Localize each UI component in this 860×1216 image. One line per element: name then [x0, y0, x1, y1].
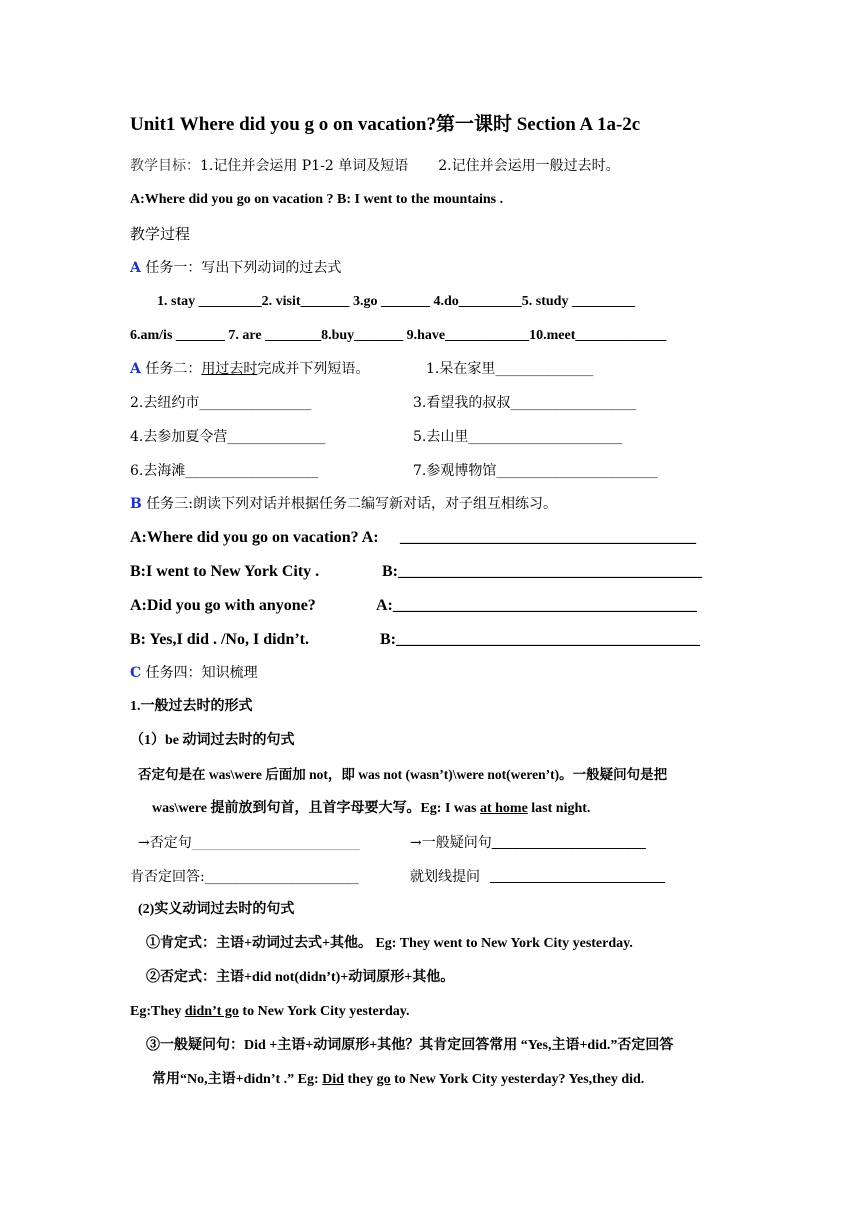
task2-heading-post: 完成并下列短语。 — [257, 361, 370, 377]
task2-item-3: 3.看望我的叔叔__________________ — [413, 395, 637, 411]
dialogue-example: A:Where did you go on vacation ? B: I went to the mountains . — [130, 192, 504, 207]
rule-line-2 — [152, 800, 590, 818]
wh-question-label: 就划线提问 — [410, 869, 480, 885]
task2-item-7: 7.参观博物馆_______________________ — [413, 463, 658, 479]
task1-heading-text: 任务一：写出下列动词的过去式 — [145, 260, 342, 276]
task4-heading-text: 任务四：知识梳理 — [145, 665, 258, 681]
question-blank: ______________________ — [491, 836, 646, 851]
task3-heading-text: 任务三:朗读下列对话并根据任务二编写新对话，对子组互相练习。 — [146, 496, 558, 512]
task4-marker: C — [130, 665, 142, 681]
rule-line-1: 否定句是在 was\were 后面加 not，即 was not (wasn’t)\were not(weren’t)。一般疑问句是把 — [138, 767, 668, 782]
question-form-line-2 — [152, 1071, 644, 1089]
task3-row-3-left: A:Did you go with anyone? — [130, 597, 316, 614]
negative-form: ②否定式：主语+did not(didn’t)+动词原形+其他。 — [146, 970, 455, 985]
negative-example-underlined: didn’t go — [184, 1004, 239, 1019]
positive-form: ①肯定式：主语+动词过去式+其他。 Eg: They went to New York City yesterday. — [146, 936, 633, 951]
question-form-did: Did — [322, 1072, 344, 1087]
section-be-verb: （1）be 动词过去时的句式 — [130, 733, 295, 748]
task1-marker: A — [130, 260, 141, 276]
task4-heading — [130, 664, 258, 682]
rule-line-2-underlined: at home — [479, 801, 528, 816]
question-form-go: go — [376, 1072, 391, 1087]
negative-example-post: to New York City yesterday. — [238, 1004, 410, 1019]
question-form-post: to New York City yesterday? Yes,they did. — [390, 1072, 645, 1087]
question-form-line-1: ③一般疑问句：Did +主语+动词原形+其他？其肯定回答常用 “Yes,主语+did.”否定回答 — [146, 1038, 674, 1053]
task3-row-4-right: B:______________________________________ — [380, 631, 700, 648]
negative-example — [130, 1003, 410, 1021]
task2-heading-pre: 任务二： — [145, 361, 202, 377]
section-past-tense-form: 1.一般过去时的形式 — [130, 699, 253, 714]
answer-blank: ______________________ — [204, 869, 359, 885]
task2-item-5: 5.去山里______________________ — [413, 429, 623, 445]
objectives-line — [130, 157, 620, 175]
section-action-verb: (2)实义动词过去时的句式 — [138, 902, 295, 917]
objective-1: 1.记住并会运用 P1-2 单词及短语 — [200, 158, 409, 174]
task2-item-1: 1.呆在家里______________ — [426, 361, 594, 377]
negative-label: →否定句 — [138, 835, 192, 851]
task1-heading — [130, 259, 341, 277]
question-label: →一般疑问句 — [410, 835, 492, 851]
task2-item-6: 6.去海滩___________________ — [130, 463, 319, 479]
wh-question-blank: _________________________ — [490, 870, 665, 885]
rule-line-2-pre: was\were 提前放到句首，且首字母要大写。Eg: I was — [152, 801, 480, 816]
objectives-label: 教学目标： — [130, 158, 200, 174]
rule-line-2-post: last night. — [527, 801, 591, 816]
task3-row-2-left: B:I went to New York City . — [130, 563, 320, 580]
page-title: Unit1 Where did you g o on vacation?第一课时 Section A 1a-2c — [130, 114, 641, 135]
task3-marker: B — [130, 496, 142, 512]
negative-example-pre: Eg:They — [130, 1004, 185, 1019]
task1-line2: 6.am/is _______ 7. are ________8.buy_______ 9.have____________10.meet_____________ — [130, 328, 667, 343]
task2-heading — [130, 360, 369, 378]
task3-row-1-right: _____________________________________ — [400, 529, 696, 546]
wh-question-line — [410, 868, 665, 887]
question-line — [410, 834, 646, 853]
task2-marker: A — [130, 361, 141, 377]
negative-line — [138, 834, 360, 852]
task3-row-3-right: A:______________________________________ — [376, 597, 697, 614]
question-form-mid: they — [343, 1072, 377, 1087]
question-form-pre: 常用“No,主语+didn’t .” Eg: — [152, 1072, 323, 1087]
task3-row-4-left: B: Yes,I did . /No, I didn’t. — [130, 631, 310, 648]
task2-item-4: 4.去参加夏令营______________ — [130, 429, 326, 445]
process-heading: 教学过程 — [130, 225, 191, 243]
task3-row-1-left: A:Where did you go on vacation? A: — [130, 529, 379, 546]
task2-heading-underlined: 用过去时 — [201, 361, 258, 377]
task3-row-2-right: B:______________________________________ — [382, 563, 702, 580]
answer-line — [130, 868, 359, 886]
task1-line1: 1. stay _________2. visit_______ 3.go _______ 4.do_________5. study _________ — [157, 294, 635, 309]
objective-2: 2.记住并会运用一般过去时。 — [438, 158, 620, 174]
task3-heading — [130, 495, 557, 513]
answer-label: 肯否定回答: — [130, 869, 205, 885]
negative-blank: ________________________ — [191, 835, 360, 851]
task2-item-2: 2.去纽约市________________ — [130, 395, 312, 411]
